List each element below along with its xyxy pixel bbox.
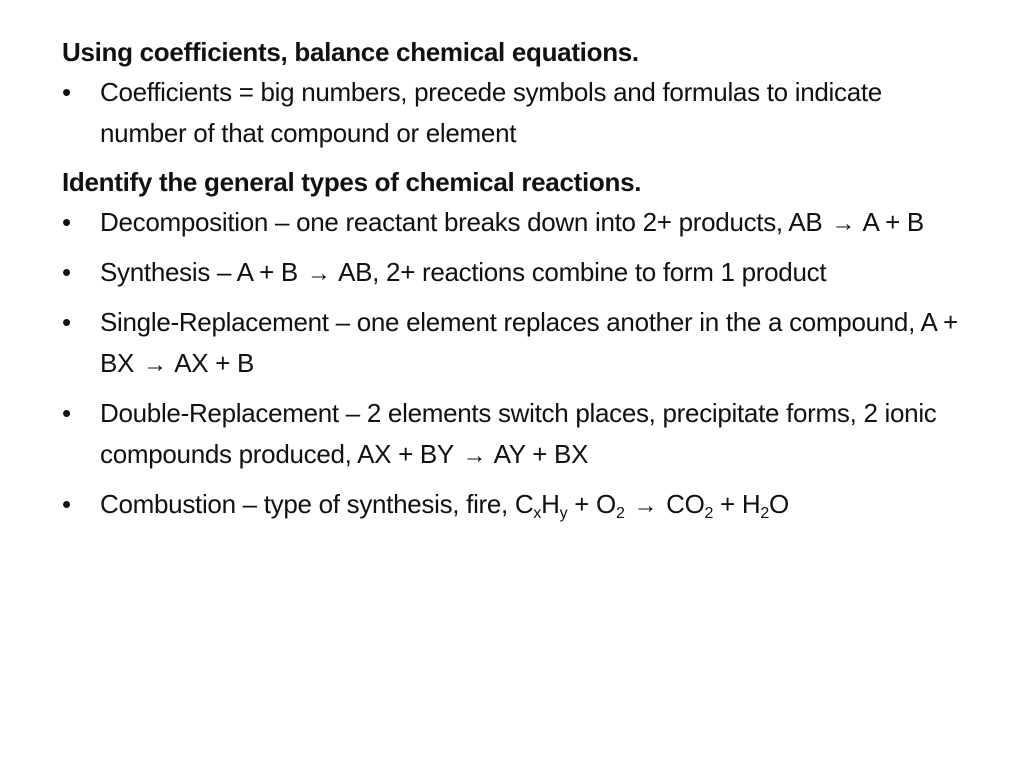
bullet-text-pre: Single-Replacement – one element replaces another in the a compound, A + BX [100, 307, 958, 378]
right-arrow-icon: → [143, 351, 167, 378]
combustion-lead: Combustion – type of synthesis, fire, C [100, 489, 534, 519]
bullet-dot: • [62, 307, 71, 337]
bullet-text-post: AB, 2+ reactions combine to form 1 product [332, 257, 827, 287]
bullet-text-post: AY + BX [488, 439, 589, 469]
right-arrow-icon: → [462, 442, 487, 469]
bullet-coefficients [62, 72, 962, 154]
right-arrow-icon: → [831, 210, 856, 237]
bullet-text: Coefficients = big numbers, precede symbols and formulas to indicate number of that compound or element [100, 77, 882, 148]
slide-content [62, 32, 962, 534]
bullet-text-post: AX + B [168, 348, 255, 378]
bullet-dot: • [62, 398, 71, 428]
section-heading-reaction-types: Identify the general types of chemical reactions. [62, 167, 642, 197]
bullet-double-replacement [62, 393, 962, 476]
subscript-2: 2 [615, 505, 625, 522]
right-arrow-icon: → [306, 260, 331, 287]
bullet-list-reaction-types [62, 202, 962, 526]
subscript-x: x [533, 505, 542, 522]
bullet-single-replacement [62, 302, 962, 385]
bullet-dot: • [62, 207, 71, 237]
bullet-dot: • [62, 257, 71, 287]
subscript-2: 2 [760, 505, 769, 522]
plus-hydrogen: + H [713, 489, 761, 519]
plus-oxygen: + O [567, 489, 616, 519]
section-heading-coefficients: Using coefficients, balance chemical equations. [62, 37, 639, 67]
bullet-text-pre: Decomposition – one reactant breaks down into 2+ products, AB [100, 207, 830, 237]
bullet-dot: • [62, 489, 71, 519]
bullet-combustion [62, 484, 962, 526]
bullet-text-post: A + B [857, 207, 924, 237]
bullet-text-pre: Double-Replacement – 2 elements switch places, precipitate forms, 2 ionic compounds produced, AX + BY [100, 398, 937, 469]
subscript-y: y [559, 505, 568, 522]
bullet-synthesis [62, 252, 962, 294]
bullet-text-pre: Synthesis – A + B [100, 257, 305, 287]
bullet-dot: • [62, 77, 71, 107]
oxygen-end: O [768, 489, 789, 519]
carbon-dioxide: CO [659, 489, 705, 519]
bullet-list-coefficients [62, 72, 962, 154]
subscript-2: 2 [704, 505, 714, 522]
hydrogen-symbol: H [541, 489, 560, 519]
bullet-decomposition [62, 202, 962, 244]
right-arrow-icon: → [633, 492, 658, 519]
